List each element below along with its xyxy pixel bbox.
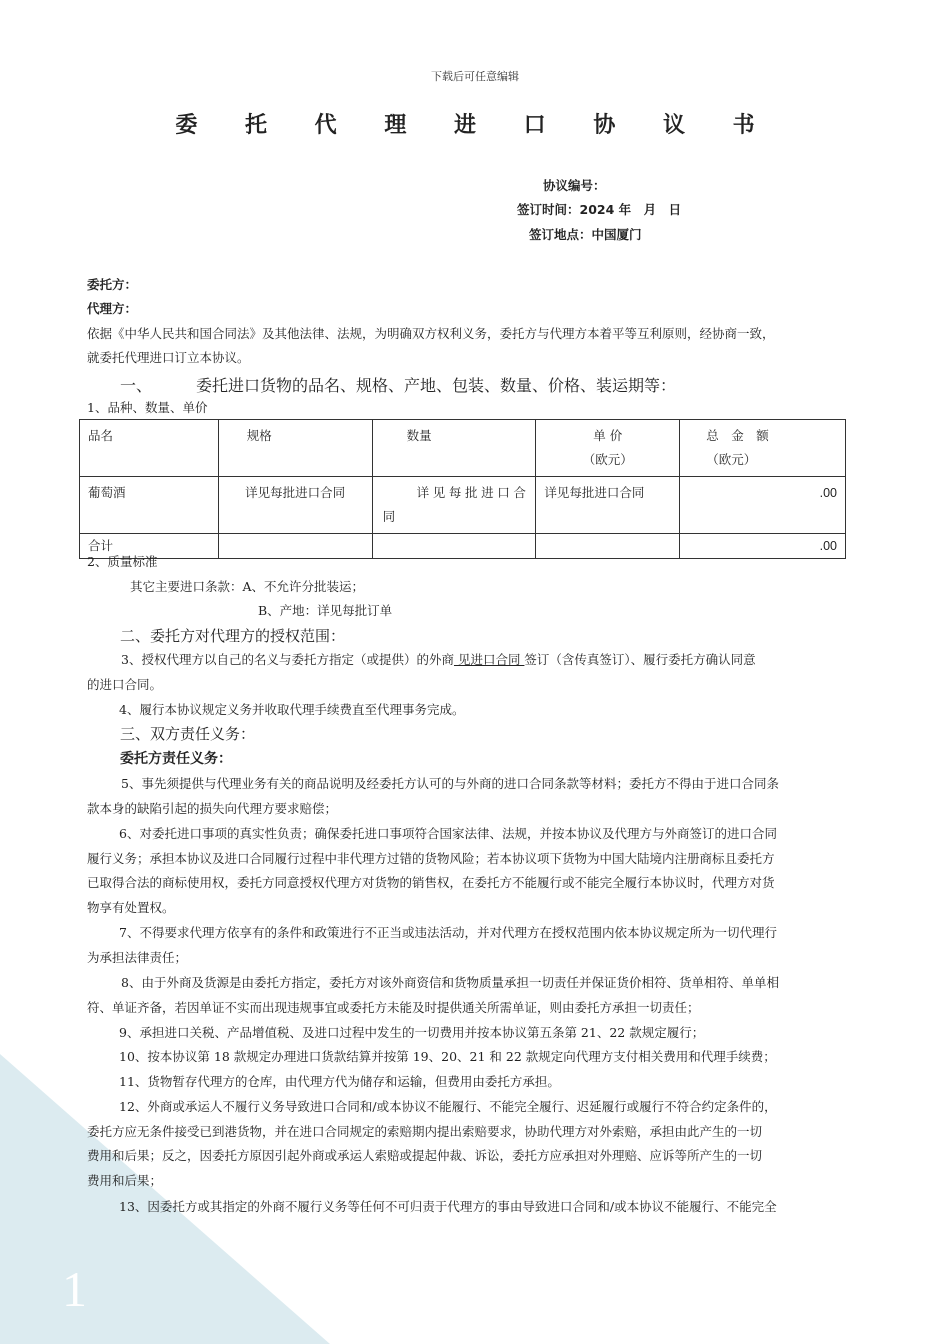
goods-table <box>79 419 846 559</box>
header-unit-price: 单 价 （欧元） <box>536 420 680 477</box>
header-total: 总 金 额 （欧元） <box>680 420 846 477</box>
header-spec: 规格 <box>218 420 372 477</box>
paragraph-5: 5、事先须提供与代理业务有关的商品说明及经委托方认可的与外商的进口合同条款等材料；委托方不得由于进口合同条 款本身的缺陷引起的损失向代理方要求赔偿； <box>87 776 779 816</box>
other-terms-a: 其它主要进口条款：A、不允许分批装运； <box>130 579 365 594</box>
header-qty: 数量 <box>372 420 536 477</box>
section-1-number: 一、 <box>120 376 153 395</box>
paragraph-10: 10、按本协议第 18 款规定办理进口货款结算并按第 19、20、21 和 22 款规定向代理方支付相关费用和代理手续费； <box>119 1049 776 1064</box>
section-2-heading: 二、委托方对代理方的授权范围： <box>120 627 346 645</box>
principal-duties-heading: 委托方责任义务： <box>120 751 232 767</box>
sign-place: 签订地点：中国厦门 <box>529 227 642 242</box>
cell-total: .00 <box>680 477 846 534</box>
underlined-contract: 见进口合同 <box>453 652 525 667</box>
paragraph-12: 12、外商或承运人不履行义务导致进口合同和/或本协议不能履行、不能完全履行、迟延履行或履行不符合约定条件的， 委托方应无条件接受已到港货物，并在进口合同规定的索赔期内提出索赔要求，协助代理方对外索赔，承担由此产生的一切 费用和后果；反之，因委托方原因引起外商或承运人索赔或提起仲裁、诉讼，委托方应承担对外理赔、应诉等所产生的一切 费用和后果； <box>87 1099 777 1188</box>
paragraph-4: 4、履行本协议规定义务并收取代理手续费直至代理事务完成。 <box>119 702 465 717</box>
section-1-heading <box>120 373 910 396</box>
page-number: 1 <box>62 1261 87 1317</box>
cell-qty: 详见每批进口合同 <box>372 477 536 534</box>
cell-unit-price: 详见每批进口合同 <box>536 477 680 534</box>
paragraph-3: 3、授权代理方以自己的名义与委托方指定（或提供）的外商 见进口合同 签订（含传真签订）、履行委托方确认同意 的进口合同。 <box>87 652 756 692</box>
paragraph-11: 11、货物暂存代理方的仓库，由代理方代为储存和运输，但费用由委托方承担。 <box>119 1074 560 1089</box>
section-1-title: 委托进口货物的品名、规格、产地、包装、数量、价格、装运期等： <box>196 376 677 395</box>
header-name: 品名 <box>80 420 219 477</box>
header-note: 下载后可任意编辑 <box>431 70 519 83</box>
item-1-label: 1、品种、数量、单价 <box>87 400 208 415</box>
intro-line-2: 就委托代理进口订立本协议。 <box>87 350 250 365</box>
paragraph-6: 6、对委托进口事项的真实性负责；确保委托进口事项符合国家法律、法规，并按本协议及代理方与外商签订的进口合同 履行义务；承担本协议及进口合同履行过程中非代理方过错的货物风险；若本协议项下货物为中国大陆境内注册商标且委托方 已取得合法的商标使用权，委托方同意授权代理方对货物的销售权，在委托方不能履行或不能完全履行本协议时，代理方对货 物享有处置权。 <box>87 826 777 915</box>
item-2-label: 2、质量标准 <box>87 554 158 569</box>
paragraph-9: 9、承担进口关税、产品增值税、及进口过程中发生的一切费用并按本协议第五条第 21、22 款规定履行； <box>119 1025 705 1040</box>
paragraph-13: 13、因委托方或其指定的外商不履行义务等任何不可归责于代理方的事由导致进口合同和/或本协议不能履行、不能完全 <box>119 1199 777 1214</box>
sign-time: 签订时间：2024 年 月 日 <box>517 202 682 217</box>
document-title: 委 托 代 理 进 口 协 议 书 <box>175 113 775 138</box>
cell-name: 葡萄酒 <box>80 477 219 534</box>
agreement-number: 协议编号： <box>543 178 606 193</box>
sum-total: .00 <box>680 534 846 559</box>
paragraph-8: 8、由于外商及货源是由委托方指定，委托方对该外商资信和货物质量承担一切责任并保证货价相符、货单相符、单单相 符、单证齐备，若因单证不实而出现违规事宜或委托方未能及时提供通关所需单证，则由委托方承担一切责任； <box>87 975 779 1015</box>
principal-party: 委托方： <box>87 277 138 292</box>
intro-line-1: 依据《中华人民共和国合同法》及其他法律、法规，为明确双方权利义务，委托方与代理方本着平等互利原则，经协商一致， <box>87 326 775 341</box>
cell-spec: 详见每批进口合同 <box>218 477 372 534</box>
table-header-row <box>80 420 846 477</box>
table-row <box>80 477 846 534</box>
agent-party: 代理方： <box>87 301 138 316</box>
sum-label: 合计 <box>80 534 219 559</box>
paragraph-7: 7、不得要求代理方依享有的条件和政策进行不正当或违法活动，并对代理方在授权范围内依本协议规定所为一切代理行 为承担法律责任； <box>87 925 777 965</box>
section-3-heading: 三、双方责任义务： <box>120 725 256 743</box>
other-terms-b: B、产地：详见每批订单 <box>258 603 393 618</box>
